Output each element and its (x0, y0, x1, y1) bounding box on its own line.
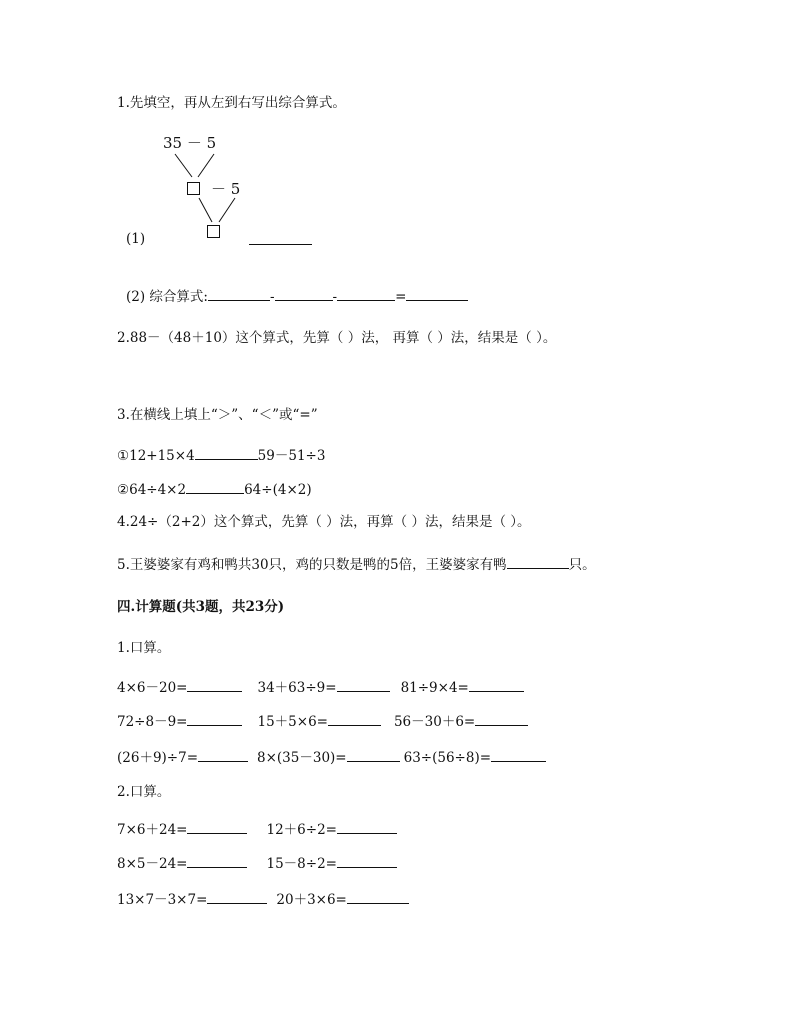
q3-item-2 (117, 479, 312, 499)
q1-part2-label: (2) 综合算式: (126, 289, 208, 305)
calc2-r3-c2-blank[interactable] (347, 889, 409, 904)
calc1-r2-c3-blank[interactable] (475, 711, 528, 726)
q1-part1-label: (1) (126, 231, 146, 247)
calc2-r1-c1-expression: 7×6＋24= (117, 822, 188, 838)
q3-item-1 (117, 445, 325, 465)
q5-answer-blank[interactable] (507, 554, 569, 569)
calc1-title: 1.口算。 (117, 640, 171, 656)
calc2-r2-c1-blank[interactable] (187, 853, 247, 868)
q1-formula-operator-1: - (269, 289, 275, 305)
calc1-r2-c1-blank[interactable] (187, 711, 242, 726)
calc1-r1-c1-expression: 4×6－20= (117, 680, 188, 696)
calc2-r2-c2-expression: 15－8÷2= (266, 856, 337, 872)
calc2-r2-c2-blank[interactable] (337, 853, 397, 868)
calc2-r1-c2-expression: 12＋6÷2= (266, 822, 337, 838)
q5-text-after: 只。 (568, 557, 596, 573)
q1-part1-answer-blank[interactable] (249, 230, 312, 245)
calc1-r1-c2-expression: 34＋63÷9= (257, 680, 337, 696)
q1-top-expression: 35 － 5 (163, 134, 217, 152)
calc1-r2-c1-expression: 72÷8－9= (117, 714, 188, 730)
calc1-r1-c2-blank[interactable] (337, 677, 390, 692)
calc1-r1-c1-blank[interactable] (187, 677, 242, 692)
calc1-r3-c3-blank[interactable] (491, 747, 546, 762)
calc1-row-3 (117, 747, 546, 767)
q4-text: 4.24÷（2+2）这个算式，先算（ ）法，再算（ ）法，结果是（ ）。 (117, 514, 531, 530)
q1-tree-diagram (0, 0, 794, 260)
q1-bottom-answer-box[interactable] (207, 225, 220, 238)
calc2-row-1 (117, 819, 397, 839)
q1-formula-blank-2[interactable] (275, 286, 333, 301)
q3-item-1-left: ①12+15×4 (117, 448, 195, 464)
section4-heading: 四.计算题(共3题，共23分) (117, 599, 285, 615)
calc2-r1-c2-blank[interactable] (337, 819, 397, 834)
calc1-r1-c3-expression: 81÷9×4= (400, 680, 469, 696)
calc2-title: 2.口算。 (117, 784, 171, 800)
calc2-r1-c1-blank[interactable] (187, 819, 247, 834)
calc1-r2-c3-expression: 56－30＋6= (393, 714, 476, 730)
q1-formula-blank-3[interactable] (337, 286, 395, 301)
q3-item-2-right: 64÷(4×2) (244, 482, 312, 498)
q3-item-1-right: 59－51÷3 (257, 448, 326, 464)
calc1-r2-c2-expression: 15＋5×6= (257, 714, 328, 730)
calc1-r2-c2-blank[interactable] (328, 711, 381, 726)
calc1-row-2 (117, 711, 528, 731)
q3-item-2-left: ②64÷4×2 (117, 482, 187, 498)
calc1-row-1 (117, 677, 524, 697)
q1-formula-operator-2: - (332, 289, 338, 305)
q3-title: 3.在横线上填上“＞”、“＜”或“=” (117, 407, 318, 423)
q1-part2-line (126, 286, 468, 306)
calc1-r3-c2-expression: 8×(35－30)= (257, 750, 347, 766)
q1-formula-operator-3: = (395, 289, 407, 305)
calc1-r1-c3-blank[interactable] (469, 677, 524, 692)
q1-formula-blank-4[interactable] (406, 286, 468, 301)
q1-middle-answer-box[interactable] (187, 182, 200, 195)
calc2-r2-c1-expression: 8×5－24= (117, 856, 188, 872)
calc2-row-3 (117, 889, 409, 909)
calc2-row-2 (117, 853, 397, 873)
calc2-r3-c1-blank[interactable] (207, 889, 267, 904)
q1-middle-expression: － 5 (211, 180, 241, 198)
calc1-r3-c2-blank[interactable] (347, 747, 400, 762)
q1-title: 1.先填空，再从左到右写出综合算式。 (117, 95, 346, 111)
calc1-r3-c1-blank[interactable] (198, 747, 248, 762)
q5-text-before: 5.王婆婆家有鸡和鸭共30只，鸡的只数是鸭的5倍，王婆婆家有鸭 (117, 557, 507, 573)
calc2-r3-c1-expression: 13×7－3×7= (117, 892, 208, 908)
calc1-r3-c3-expression: 63÷(56÷8)= (403, 750, 492, 766)
q3-item-1-blank[interactable] (195, 445, 258, 460)
q5-line (117, 554, 596, 574)
calc2-r3-c2-expression: 20＋3×6= (276, 892, 347, 908)
calc1-r3-c1-expression: (26＋9)÷7= (117, 750, 199, 766)
q3-item-2-blank[interactable] (186, 479, 244, 494)
q1-formula-blank-1[interactable] (208, 286, 270, 301)
q2-text: 2.88－（48＋10）这个算式，先算（ ）法， 再算（ ）法，结果是（ ）。 (117, 330, 557, 346)
